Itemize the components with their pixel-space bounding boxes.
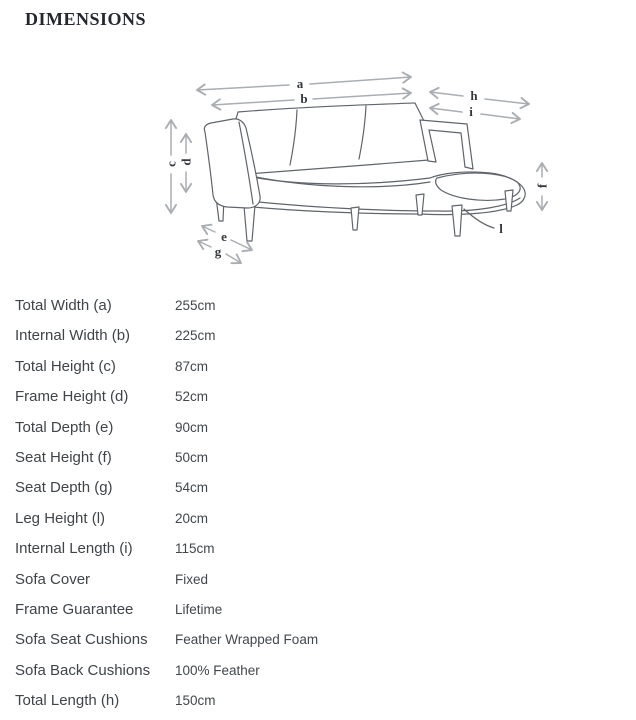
- table-row: [15, 358, 625, 388]
- marker-h: h: [470, 88, 478, 103]
- table-row: [15, 479, 625, 509]
- table-row: [15, 631, 625, 661]
- spec-value: Feather Wrapped Foam: [175, 632, 319, 648]
- marker-c: c: [163, 161, 179, 167]
- spec-value: 115cm: [175, 541, 215, 557]
- spec-label: Frame Guarantee: [15, 600, 134, 618]
- spec-label: Seat Depth (g): [15, 479, 113, 497]
- spec-value: 54cm: [175, 480, 209, 496]
- spec-label: Sofa Cover: [15, 570, 91, 588]
- sofa-leg: [351, 207, 359, 230]
- sofa-dimension-diagram: [0, 0, 636, 296]
- sofa-backrest: [233, 103, 429, 174]
- arrow-b: [212, 100, 294, 105]
- arrow-e: [202, 226, 215, 232]
- spec-value: 225cm: [175, 328, 216, 344]
- arrow-i: [430, 108, 462, 112]
- arrow-a: [197, 85, 289, 90]
- table-row: [15, 510, 625, 540]
- table-row: [15, 297, 625, 327]
- spec-label: Total Width (a): [15, 297, 112, 314]
- arrow-h: [485, 99, 529, 104]
- spec-label: Leg Height (l): [15, 509, 106, 527]
- spec-value: 100% Feather: [175, 662, 260, 678]
- marker-e: e: [221, 229, 227, 244]
- table-row: [15, 692, 625, 720]
- spec-value: 20cm: [175, 510, 209, 526]
- sofa-illustration: [204, 103, 525, 241]
- spec-label: Sofa Seat Cushions: [15, 631, 148, 649]
- spec-label: Sofa Back Cushions: [15, 661, 151, 679]
- marker-b: b: [300, 91, 308, 106]
- spec-value: 255cm: [175, 298, 216, 313]
- spec-label: Total Height (c): [15, 357, 116, 375]
- arrow-g: [198, 241, 211, 247]
- spec-label: Internal Width (b): [15, 327, 131, 345]
- table-row: [15, 571, 625, 601]
- spec-label: Internal Length (i): [15, 540, 133, 558]
- marker-d: d: [178, 158, 194, 166]
- marker-a: a: [296, 76, 304, 91]
- sofa-leg: [244, 205, 255, 241]
- table-row: [15, 419, 625, 449]
- spec-value: 52cm: [175, 389, 209, 405]
- spec-label: Seat Height (f): [15, 448, 112, 466]
- table-row: [15, 449, 625, 479]
- arrow-b: [313, 93, 411, 99]
- sofa-leg: [452, 205, 462, 236]
- marker-l: l: [499, 221, 503, 236]
- sofa-leg: [505, 190, 513, 211]
- table-row: [15, 327, 625, 357]
- page-title: DIMENSIONS: [25, 9, 147, 29]
- arrow-g: [226, 254, 241, 263]
- table-row: [15, 388, 625, 418]
- spec-value: 150cm: [175, 693, 216, 709]
- spec-value: 50cm: [175, 449, 209, 465]
- marker-g: g: [214, 244, 222, 259]
- table-row: [15, 662, 625, 692]
- table-row: [15, 540, 625, 570]
- spec-value: 87cm: [175, 358, 209, 374]
- marker-i: i: [469, 104, 473, 119]
- sofa-right-arm-frame: [420, 120, 473, 169]
- arrow-h: [430, 92, 463, 96]
- spec-label: Total Length (h): [15, 692, 120, 710]
- arrow-a: [310, 77, 411, 84]
- arrow-i: [481, 114, 520, 119]
- spec-value: Fixed: [175, 571, 209, 587]
- spec-label: Frame Height (d): [15, 388, 129, 406]
- marker-f: f: [534, 183, 550, 189]
- table-row: [15, 601, 625, 631]
- spec-value: Lifetime: [175, 601, 223, 617]
- spec-label: Total Depth (e): [15, 418, 114, 436]
- spec-value: 90cm: [175, 419, 209, 435]
- sofa-leg: [416, 194, 424, 215]
- dimensions-table: [15, 297, 625, 720]
